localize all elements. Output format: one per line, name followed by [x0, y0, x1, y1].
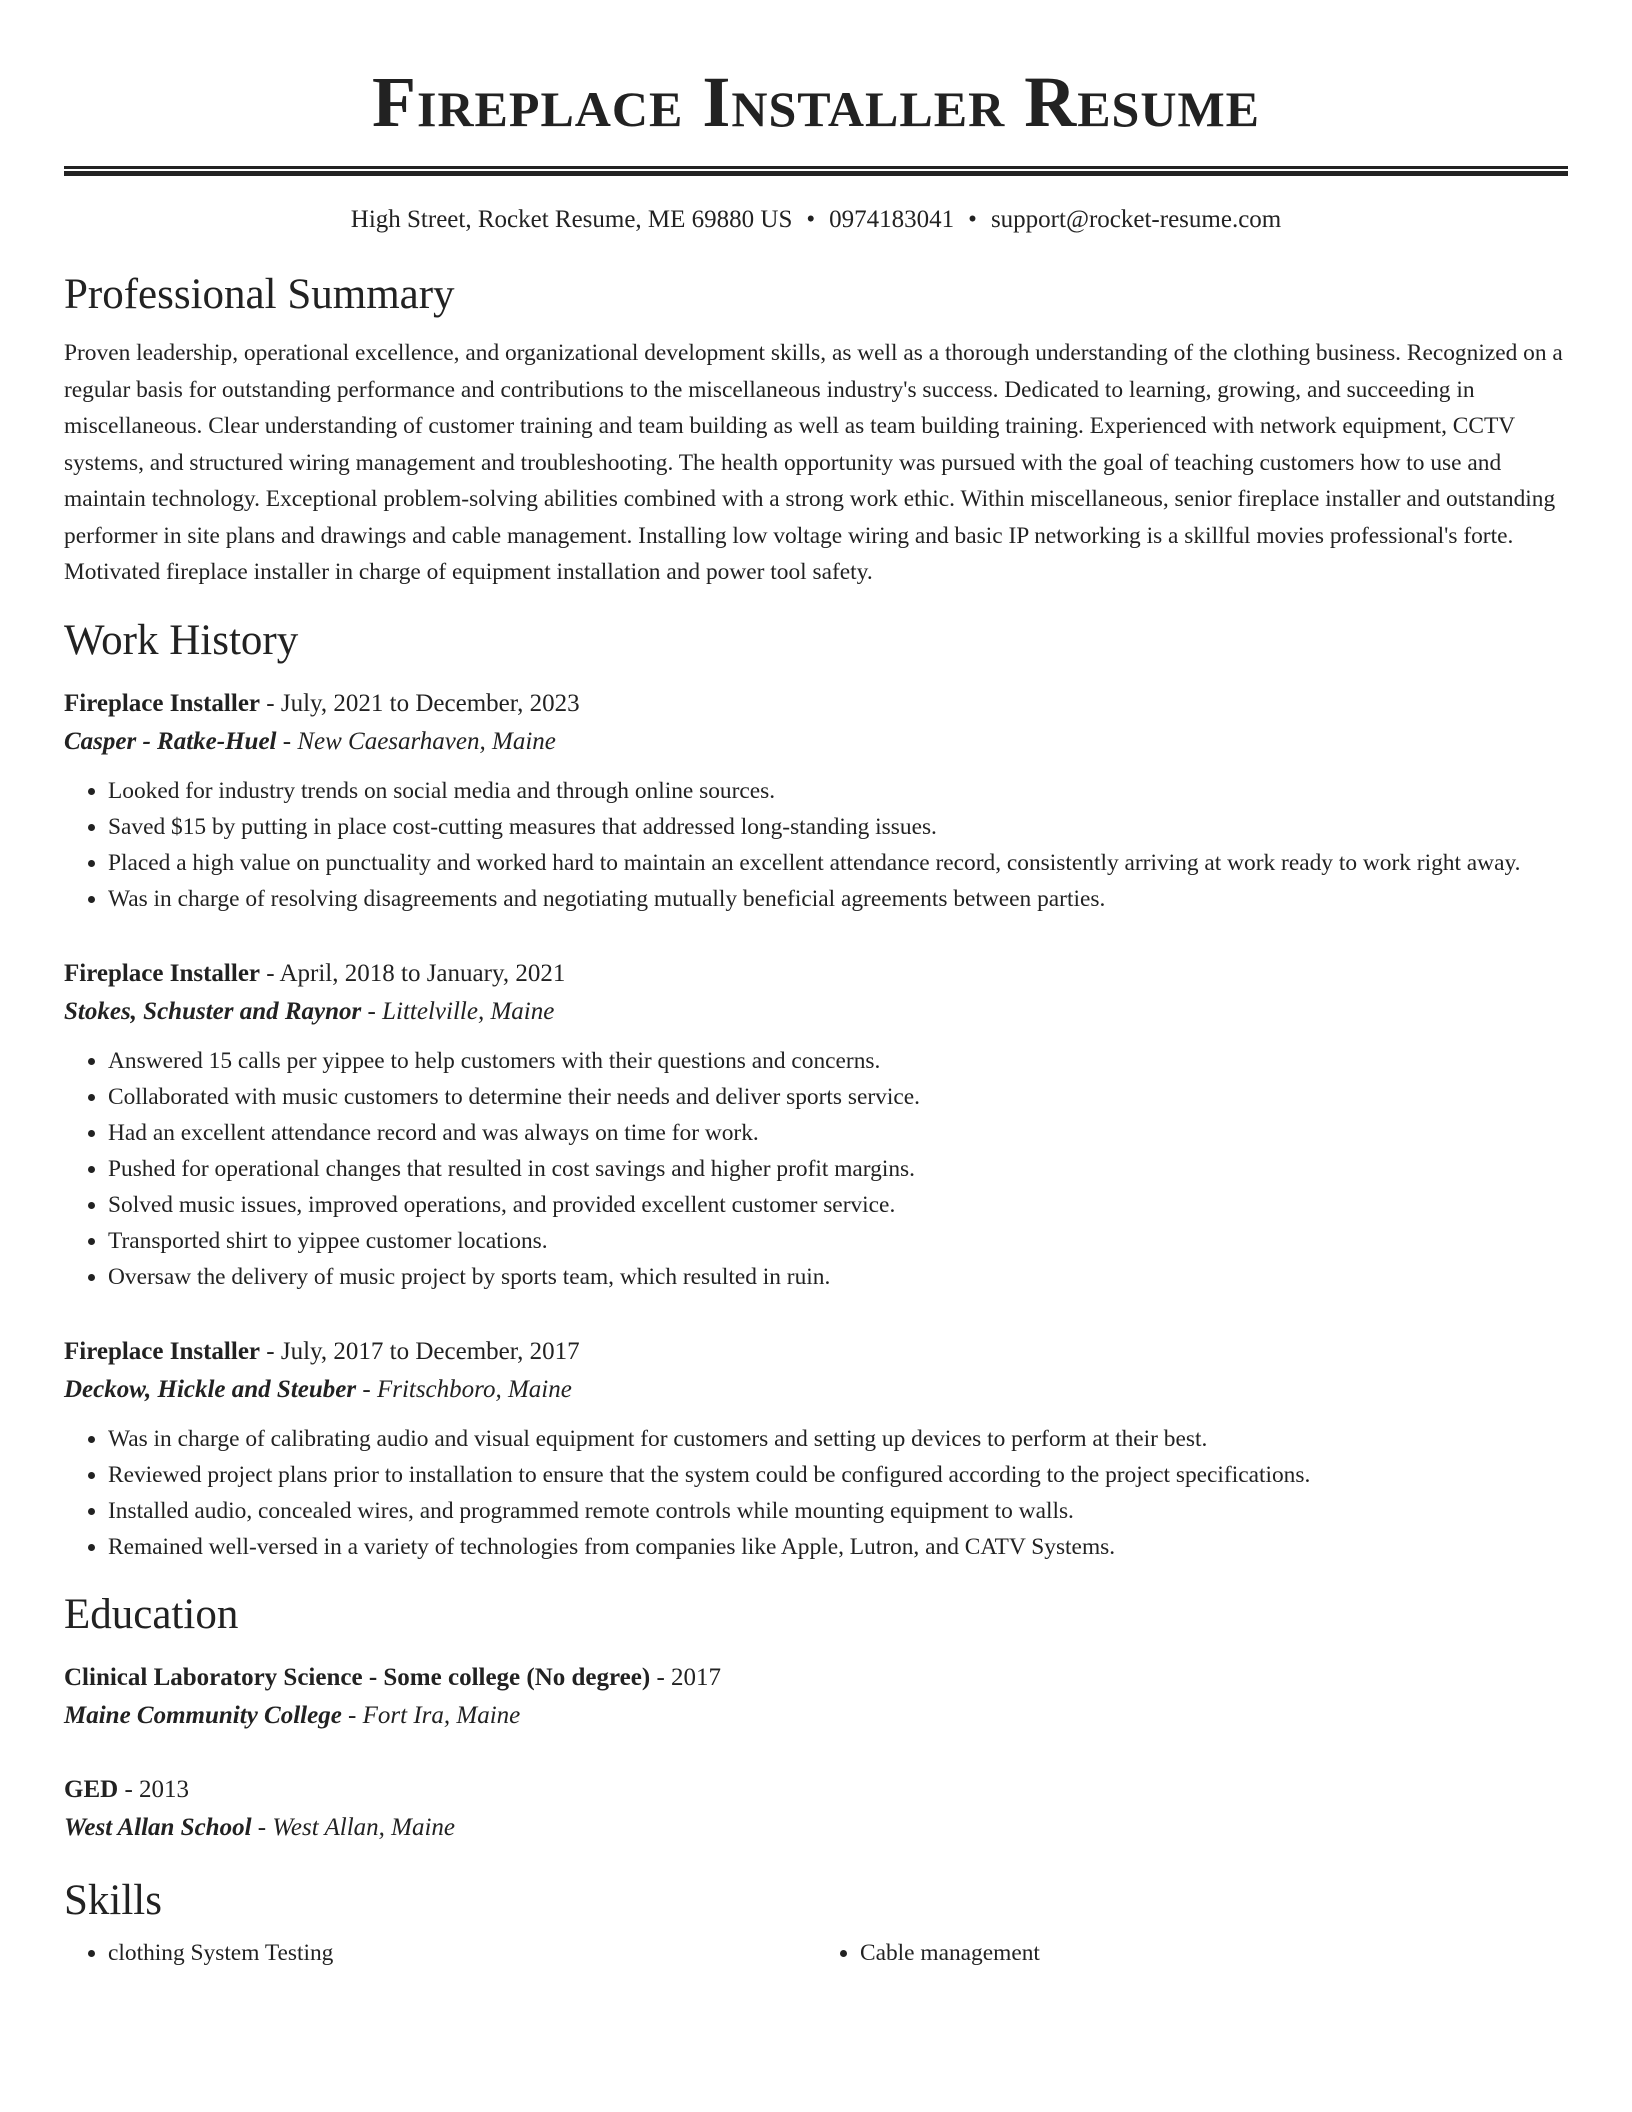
bullet-item: • Oversaw the delivery of music project by sports team, which resulted in ruin. — [108, 1259, 1568, 1295]
job-entry — [64, 955, 1568, 1295]
education-heading: Education — [64, 1590, 239, 1638]
bullet-item: • Saved $15 by putting in place cost-cutting measures that addressed long-standing issues. — [108, 809, 1568, 845]
bullet-item: • Transported shirt to yippee customer locations. — [108, 1223, 1568, 1259]
dash-separator: - — [260, 689, 281, 717]
job-title: Fireplace Installer — [64, 959, 261, 987]
bullet-item: • Answered 15 calls per yippee to help customers with their questions and concerns. — [108, 1043, 1568, 1079]
job-title: Fireplace Installer — [64, 1337, 261, 1365]
job-employer — [64, 1371, 1568, 1409]
resume-title: Fireplace Installer Resume — [372, 62, 1260, 142]
contact-line — [64, 203, 1568, 237]
education-entry — [64, 1771, 1568, 1847]
job-header — [64, 685, 1568, 723]
education-entry — [64, 1659, 1568, 1735]
job-bullets — [64, 1421, 1568, 1565]
bullet-item: • Had an excellent attendance record and was always on time for work. — [108, 1115, 1568, 1151]
contact-separator: • — [806, 206, 816, 233]
job-location: Fritschboro, Maine — [376, 1375, 572, 1403]
dash-separator: - — [260, 1337, 281, 1365]
bullet-item: • Looked for industry trends on social media and through online sources. — [108, 773, 1568, 809]
education-location: West Allan, Maine — [272, 1813, 456, 1841]
job-company: Casper - Ratke-Huel — [64, 727, 277, 755]
bullet-item: • Placed a high value on punctuality and worked hard to maintain an excellent attendance record, consistently arriving at work ready to work right away. — [108, 845, 1568, 881]
bullet-item: • Was in charge of calibrating audio and visual equipment for customers and setting up devices to perform at their best. — [108, 1421, 1568, 1457]
title-divider — [64, 166, 1568, 176]
bullet-item: • Pushed for operational changes that resulted in cost savings and higher profit margins. — [108, 1151, 1568, 1187]
work-history-heading: Work History — [64, 616, 299, 664]
job-company: Deckow, Hickle and Steuber — [64, 1375, 357, 1403]
skill-item: • Cable management — [860, 1935, 1568, 1971]
education-header — [64, 1771, 1568, 1809]
education-degree: GED — [64, 1775, 119, 1803]
summary-text: Proven leadership, operational excellence, and organizational development skills, as well as a thorough understanding of the clothing business. Recognized on a regular basis for outstanding performance and contributions to the miscellaneous industry's success. Dedicated to learning, growing, and succeeding in miscellaneous. Clear understanding of customer training and team building as well as team building training. Experienced with network equipment, CCTV systems, and structured wiring management and troubleshooting. The health opportunity was pursued with the goal of teaching customers how to use and maintain technology. Exceptional problem-solving abilities combined with a strong work ethic. Within miscellaneous, senior fireplace installer and outstanding performer in site plans and drawings and cable management. Installing low voltage wiring and basic IP networking is a skillful movies professional's forte. Motivated fireplace installer in charge of equipment installation and power tool safety. — [64, 340, 1563, 585]
education-degree: Clinical Laboratory Science - Some college (No degree) — [64, 1663, 651, 1691]
education-year: 2013 — [139, 1775, 190, 1803]
job-employer — [64, 723, 1568, 761]
dash-separator: - — [341, 1701, 363, 1729]
contact-separator: • — [968, 206, 977, 233]
job-dates: July, 2017 to December, 2017 — [280, 1337, 580, 1365]
dash-separator: - — [356, 1375, 377, 1403]
dash-separator: - — [118, 1775, 140, 1803]
bullet-item: • Installed audio, concealed wires, and programmed remote controls while mounting equipment to walls. — [108, 1493, 1568, 1529]
skills-list — [64, 1935, 1568, 1971]
job-location: Littelville, Maine — [382, 997, 555, 1025]
job-entry — [64, 1333, 1568, 1565]
skills-column-right — [816, 1935, 1568, 1971]
education-year: 2017 — [671, 1663, 722, 1691]
bullet-item: • Reviewed project plans prior to installation to ensure that the system could be configured according to the project specifications. — [108, 1457, 1568, 1493]
skill-item: • clothing System Testing — [108, 1935, 816, 1971]
job-bullets — [64, 773, 1568, 917]
contact-phone: 0974183041 — [829, 206, 955, 233]
education-school: West Allan School — [64, 1813, 252, 1841]
contact-address: High Street, Rocket Resume, ME 69880 US — [350, 206, 793, 233]
job-dates: July, 2021 to December, 2023 — [280, 689, 580, 717]
job-bullets — [64, 1043, 1568, 1295]
dash-separator: - — [361, 997, 383, 1025]
dash-separator: - — [650, 1663, 672, 1691]
job-dates: April, 2018 to January, 2021 — [279, 959, 566, 987]
job-title: Fireplace Installer — [64, 689, 261, 717]
contact-email: support@rocket-resume.com — [990, 206, 1282, 233]
education-school-line — [64, 1697, 1568, 1735]
skills-heading: Skills — [64, 1876, 162, 1924]
education-header — [64, 1659, 1568, 1697]
dash-separator: - — [260, 959, 280, 987]
job-header — [64, 1333, 1568, 1371]
job-employer — [64, 993, 1568, 1031]
education-location: Fort Ira, Maine — [362, 1701, 521, 1729]
bullet-item: • Solved music issues, improved operations, and provided excellent customer service. — [108, 1187, 1568, 1223]
job-location: New Caesarhaven, Maine — [297, 727, 556, 755]
job-entry — [64, 685, 1568, 917]
education-school-line — [64, 1809, 1568, 1847]
bullet-item: • Collaborated with music customers to determine their needs and deliver sports service. — [108, 1079, 1568, 1115]
job-header — [64, 955, 1568, 993]
bullet-item: • Remained well-versed in a variety of technologies from companies like Apple, Lutron, and CATV Systems. — [108, 1529, 1568, 1565]
skills-column-left — [64, 1935, 816, 1971]
summary-heading: Professional Summary — [64, 271, 455, 318]
job-company: Stokes, Schuster and Raynor — [64, 997, 362, 1025]
dash-separator: - — [276, 727, 298, 755]
education-school: Maine Community College — [64, 1701, 342, 1729]
dash-separator: - — [251, 1813, 273, 1841]
bullet-item: • Was in charge of resolving disagreements and negotiating mutually beneficial agreements between parties. — [108, 881, 1568, 917]
